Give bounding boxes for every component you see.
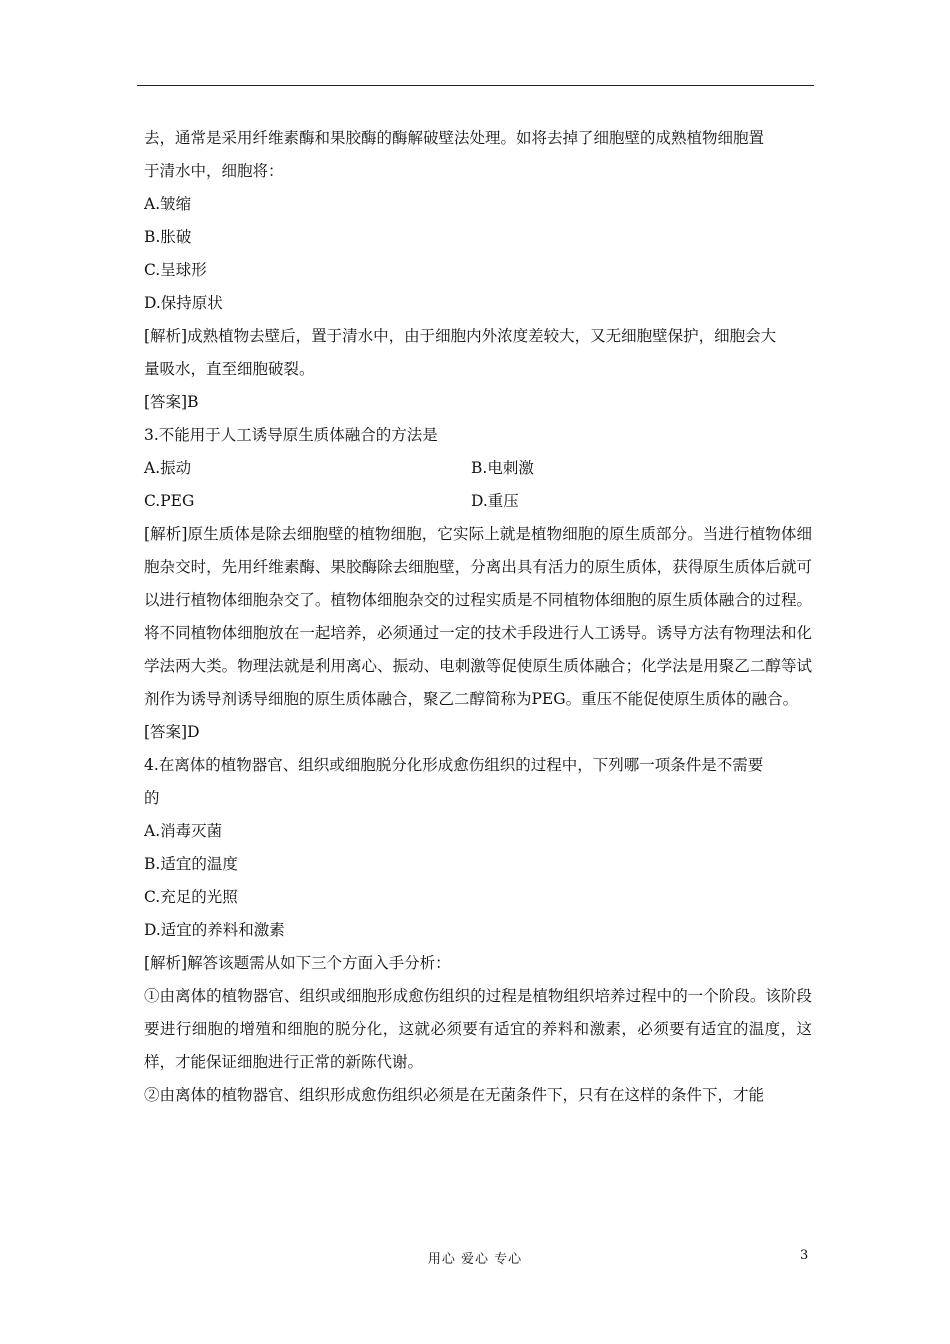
q3-option-a: A.振动: [144, 459, 192, 477]
q2-option-a: A.皱缩: [144, 195, 192, 213]
q3-options-row-1: [144, 452, 812, 485]
q4-analysis-intro: [解析]解答该题需从如下三个方面入手分析：: [144, 954, 451, 972]
q4-stem-line-2: 的: [144, 789, 160, 807]
header-rule: [137, 85, 814, 86]
intro-line-2: 于清水中，细胞将：: [144, 162, 284, 180]
q4-option-c: C.充足的光照: [144, 888, 238, 906]
q3-option-b: B.电刺激: [471, 459, 534, 477]
q4-option-a: A.消毒灭菌: [144, 822, 223, 840]
q4-stem-line-1: 4.在离体的植物器官、组织或细胞脱分化形成愈伤组织的过程中，下列哪一项条件是不需要: [144, 756, 764, 774]
q4-option-b: B.适宜的温度: [144, 855, 238, 873]
q2-option-b: B.胀破: [144, 228, 192, 246]
q3-option-c: C.PEG: [144, 492, 195, 510]
q2-option-d: D.保持原状: [144, 294, 223, 312]
intro-line-1: 去，通常是采用纤维素酶和果胶酶的酶解破壁法处理。如将去掉了细胞壁的成熟植物细胞置: [144, 129, 765, 147]
page-content: [144, 122, 812, 1112]
q2-option-c: C.呈球形: [144, 261, 207, 279]
q3-answer: [答案]D: [144, 723, 200, 741]
q4-option-d: D.适宜的养料和激素: [144, 921, 285, 939]
page-number: 3: [800, 1248, 809, 1263]
q2-analysis-line-1: [解析]成熟植物去壁后，置于清水中，由于细胞内外浓度差较大，又无细胞壁保护，细胞会大: [144, 327, 777, 345]
q4-point-1: ①由离体的植物器官、组织或细胞形成愈伤组织的过程是植物组织培养过程中的一个阶段。该阶段要进行细胞的增殖和细胞的脱分化，这就必须要有适宜的养料和激素，必须要有适宜的温度，这样，才能保证细胞进行正常的新陈代谢。: [144, 987, 812, 1071]
q3-option-d: D.重压: [471, 492, 519, 510]
q2-answer: [答案]B: [144, 393, 199, 411]
q3-options-row-2: [144, 485, 812, 518]
q3-stem: 3.不能用于人工诱导原生质体融合的方法是: [144, 426, 438, 444]
q3-analysis: [解析]原生质体是除去细胞壁的植物细胞，它实际上就是植物细胞的原生质部分。当进行植物体细胞杂交时，先用纤维素酶、果胶酶除去细胞壁，分离出具有活力的原生质体，获得原生质体后就可以进行植物体细胞杂交了。植物体细胞杂交的过程实质是不同植物体细胞的原生质体融合的过程。将不同植物体细胞放在一起培养，必须通过一定的技术手段进行人工诱导。诱导方法有物理法和化学法两大类。物理法就是利用离心、振动、电刺激等促使原生质体融合；化学法是用聚乙二醇等试剂作为诱导剂诱导细胞的原生质体融合，聚乙二醇简称为PEG。重压不能促使原生质体的融合。: [144, 525, 812, 708]
footer-slogan: 用心 爱心 专心: [427, 1252, 523, 1267]
q4-point-2-line-1: ②由离体的植物器官、组织形成愈伤组织必须是在无菌条件下，只有在这样的条件下，才能: [144, 1086, 765, 1104]
q2-analysis-line-2: 量吸水，直至细胞破裂。: [144, 360, 315, 378]
